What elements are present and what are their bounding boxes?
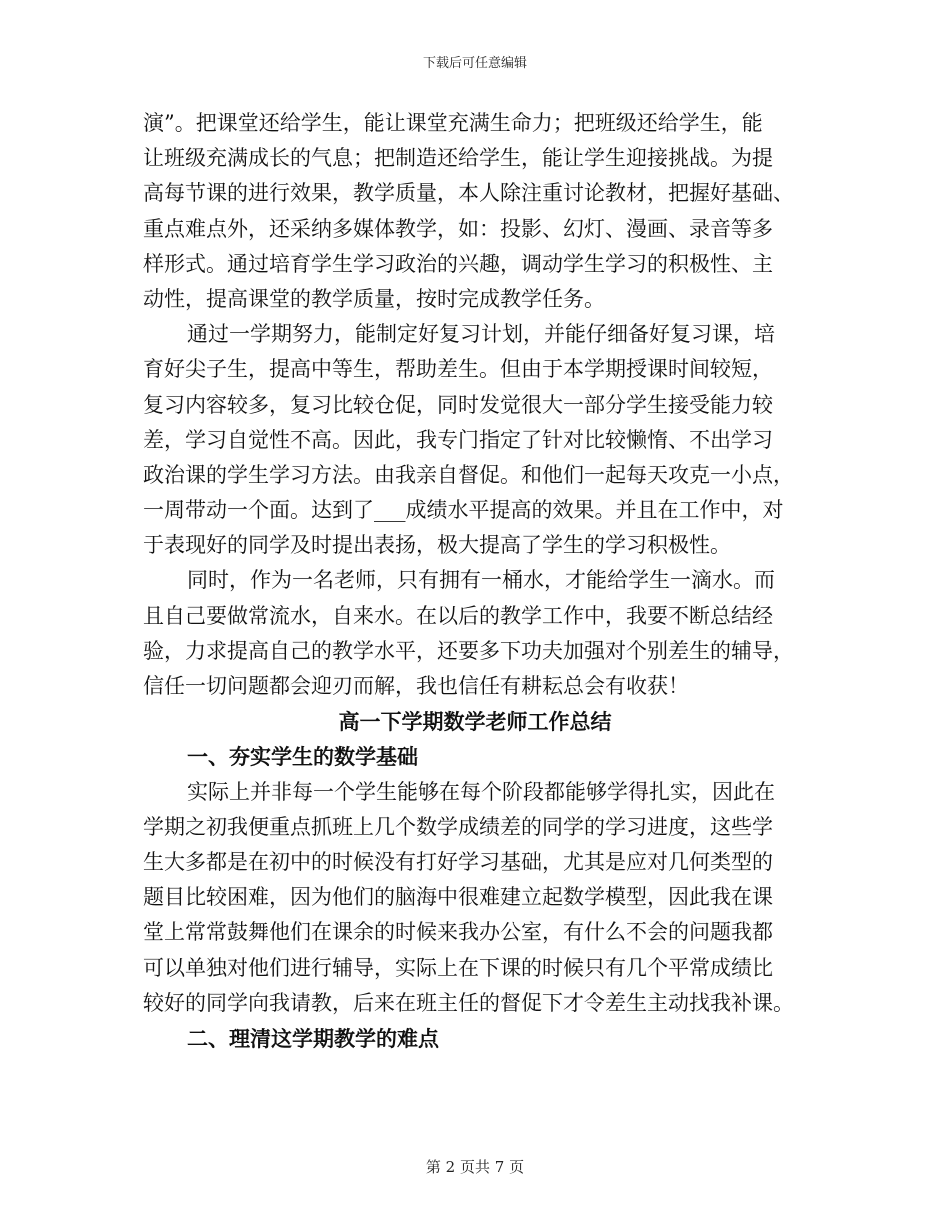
text-line: 学期之初我便重点抓班上几个数学成绩差的同学的学习进度，这些学 (143, 814, 773, 839)
text-line: 让班级充满成长的气息；把制造还给学生，能让学生迎接挑战。为提 (143, 146, 773, 171)
paragraph-first-line: 实际上并非每一个学生能够在每个阶段都能够学得扎实，因此在 (187, 779, 775, 804)
document-body (143, 106, 807, 1056)
text-line: 较好的同学向我请教，后来在班主任的督促下才令差生主动找我补课。 (143, 990, 794, 1015)
text-line: 可以单独对他们进行辅导，实际上在下课的时候只有几个平常成绩比 (143, 955, 773, 980)
text-line: 题目比较困难，因为他们的脑海中很难建立起数学模型，因此我在课 (143, 885, 773, 910)
page-number: 第 2 页共 7 页 (425, 1158, 525, 1176)
text-line: 生大多都是在初中的时候没有打好学习基础，尤其是应对几何类型的 (143, 849, 773, 874)
text-line: 政治课的学生学习方法。由我亲自督促。和他们一起每天攻克一小点， (143, 462, 794, 487)
text-line: 信任一切问题都会迎刃而解，我也信任有耕耘总会有收获！ (143, 674, 689, 698)
section-heading-2: 二、理清这学期教学的难点 (187, 1025, 439, 1051)
text-line: 高每节课的进行效果，教学质量，本人除注重讨论教材，把握好基础、 (143, 181, 794, 206)
text-line: 演”。把课堂还给学生，能让课堂充满生命力；把班级还给学生，能 (143, 111, 763, 135)
text-line: 育好尖子生，提高中等生，帮助差生。但由于本学期授课时间较短， (143, 357, 773, 382)
text-line: 重点难点外，还采纳多媒体教学，如：投影、幻灯、漫画、录音等多 (143, 216, 773, 241)
paragraph-first-line: 同时，作为一名老师，只有拥有一桶水，才能给学生一滴水。而 (187, 568, 775, 593)
section-heading-1: 一、夯实学生的数学基础 (187, 744, 418, 770)
text-line: 于表现好的同学及时提出表扬，极大提高了学生的学习积极性。 (143, 533, 731, 558)
paragraph-first-line: 通过一学期努力，能制定好复习计划，并能仔细备好复习课，培 (187, 322, 775, 347)
text-line: 验，力求提高自己的教学水平，还要多下功夫加强对个别差生的辅导， (143, 638, 794, 663)
text-line: 差，学习自觉性不高。因此，我专门指定了针对比较懒惰、不出学习 (143, 427, 773, 452)
section-title: 高一下学期数学老师工作总结 (338, 709, 612, 735)
text-line: 复习内容较多，复习比较仓促，同时发觉很大一部分学生接受能力较 (143, 392, 773, 417)
text-line: 动性，提高课堂的教学质量，按时完成教学任务。 (143, 286, 605, 311)
page-header: 下载后可任意编辑 (422, 56, 527, 71)
text-line: 堂上常常鼓舞他们在课余的时候来我办公室，有什么不会的问题我都 (143, 920, 773, 945)
text-line: 样形式。通过培育学生学习政治的兴趣，调动学生学习的积极性、主 (143, 251, 773, 276)
text-line: 一周带动一个面。达到了___成绩水平提高的效果。并且在工作中，对 (143, 498, 784, 523)
text-line: 且自己要做常流水，自来水。在以后的教学工作中，我要不断总结经 (143, 603, 773, 628)
